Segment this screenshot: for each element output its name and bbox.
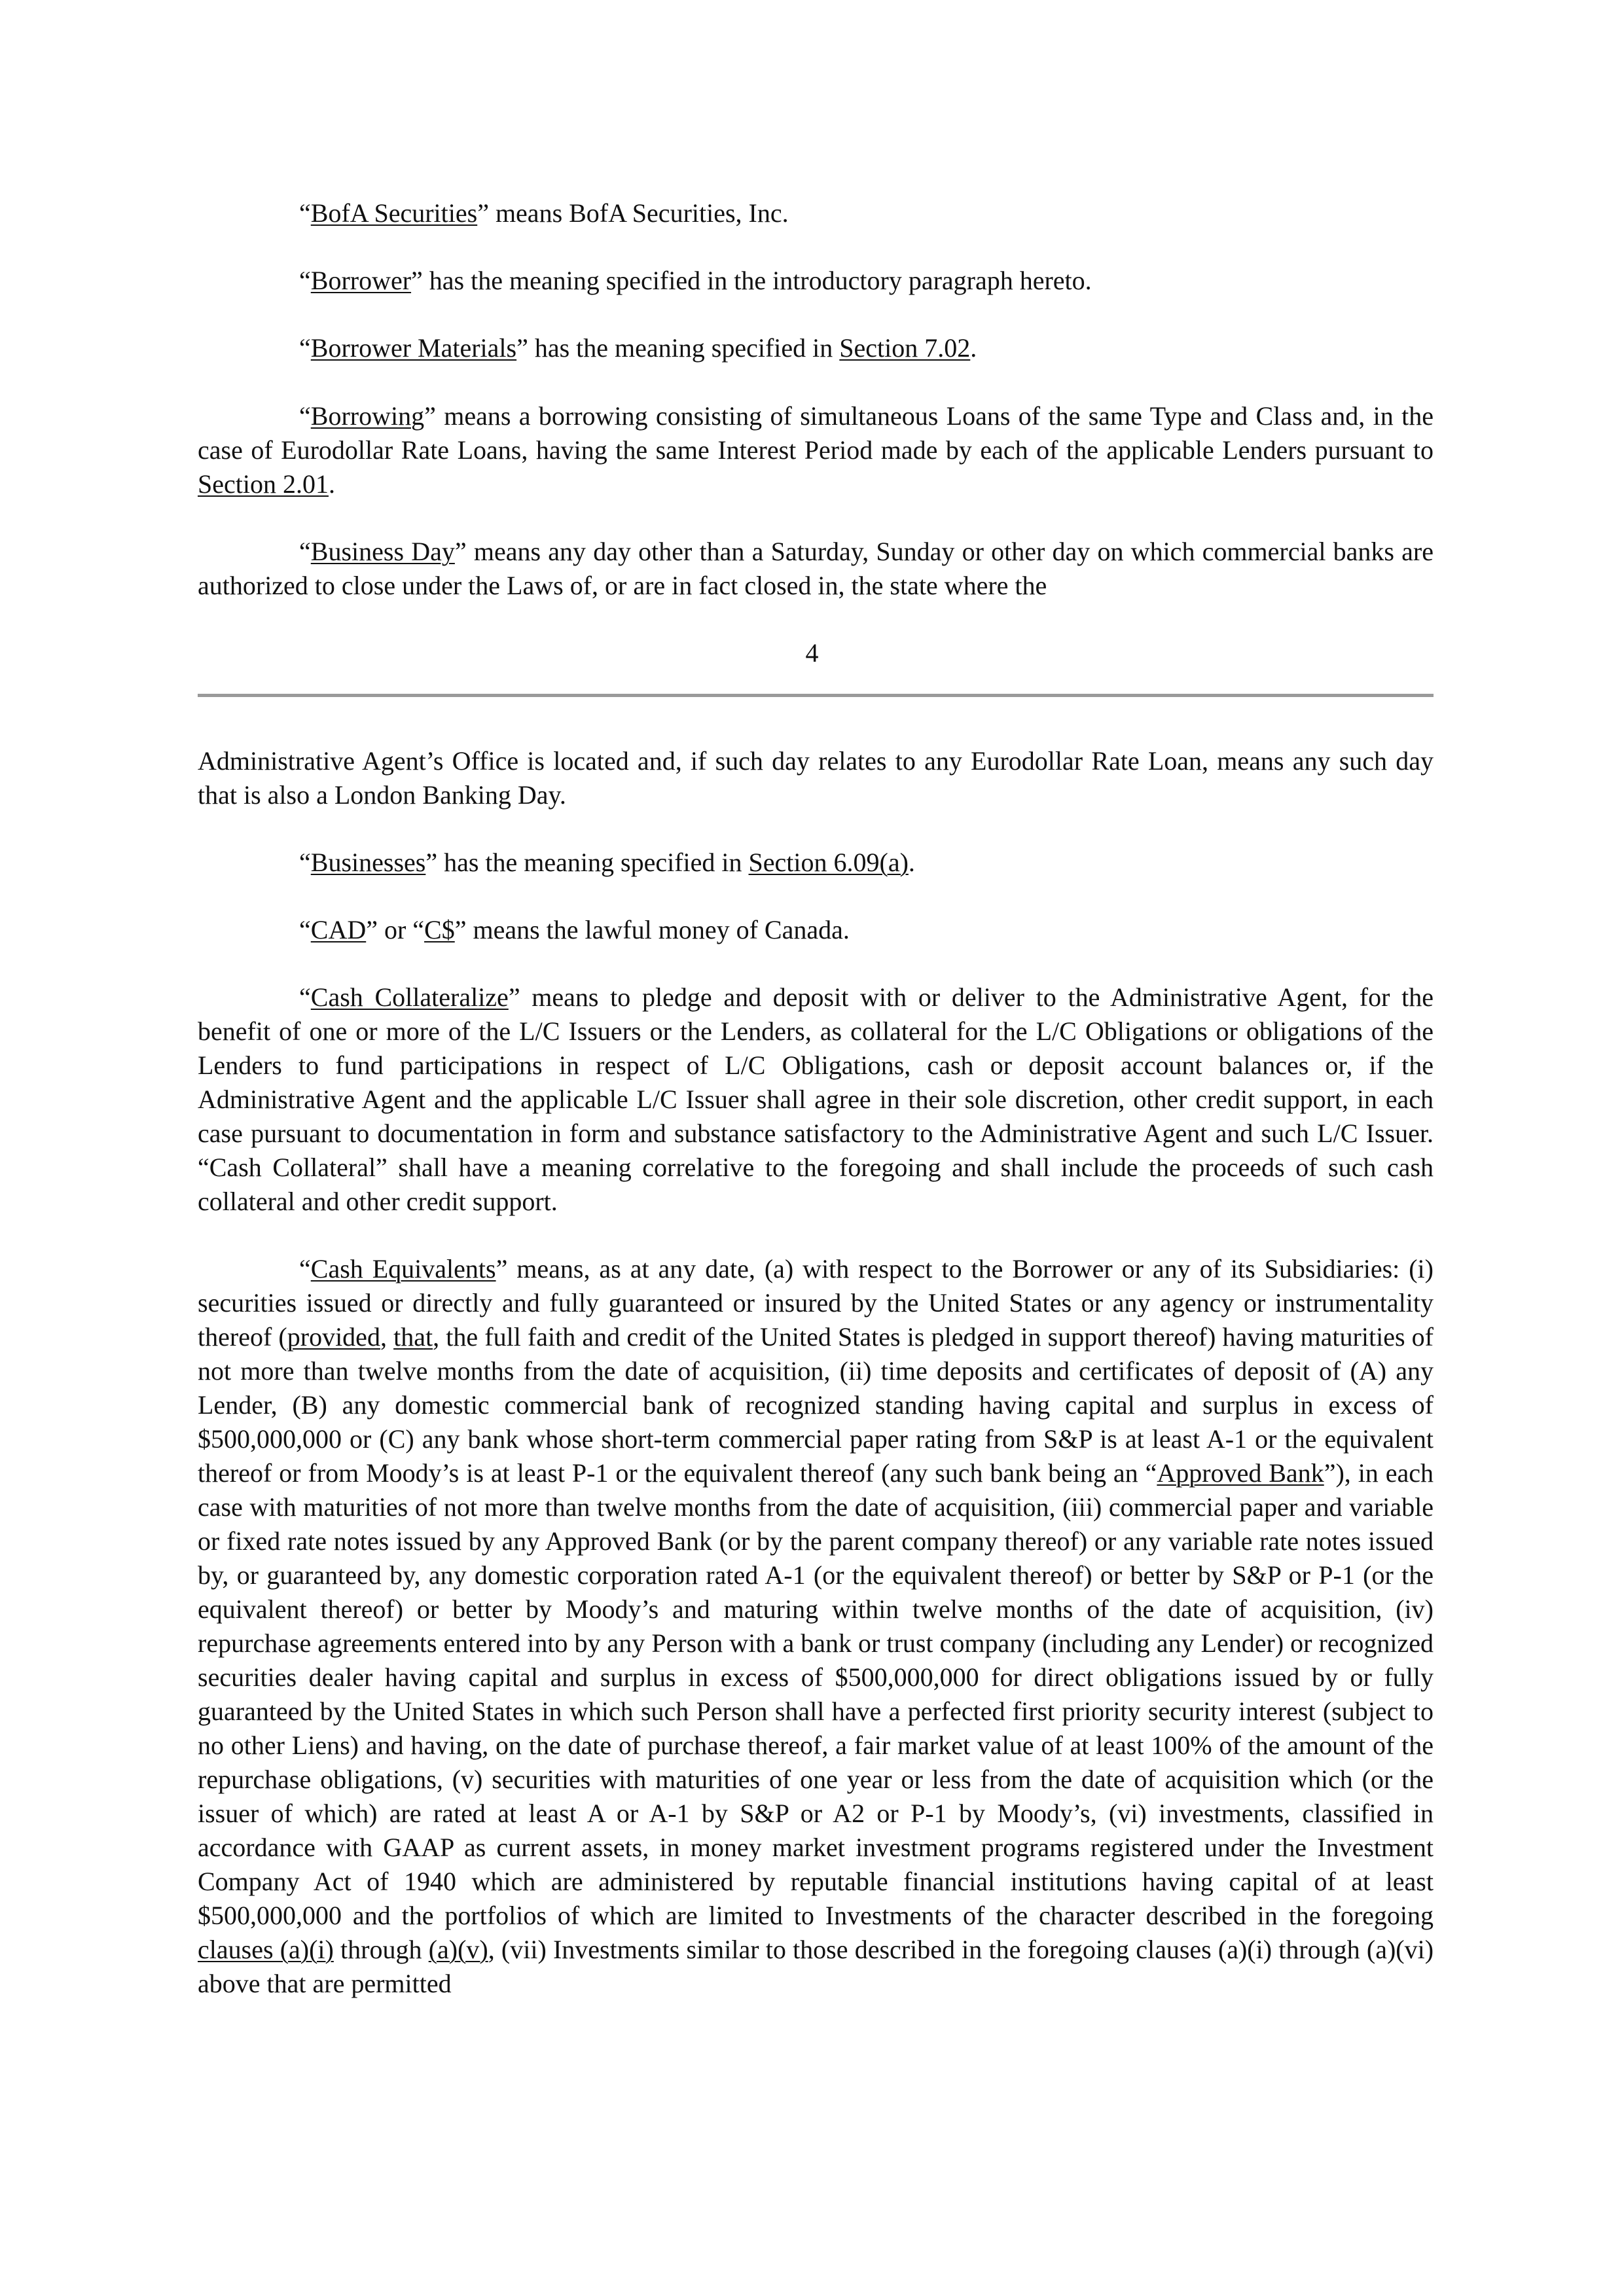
defined-term: CAD (310, 915, 367, 944)
clause-reference: (a)(v) (428, 1935, 488, 1964)
definition-text: ” means a borrowing consisting of simultaneous Loans of the same Type and Class and, in the case of Eurodollar Rate Loans, having the same Interest Period made by each of the applicable Lenders pursuant to (198, 401, 1434, 465)
definition-text: ” has the meaning specified in (425, 848, 749, 877)
defined-term: Cash Collateralize (310, 982, 509, 1012)
definition-borrower (198, 264, 1434, 298)
definition-text: ” or “ (366, 915, 425, 944)
defined-term: Borrower Materials (310, 333, 517, 363)
that-term: that (393, 1322, 433, 1352)
defined-term: BofA Securities (310, 198, 478, 228)
definition-bofa-securities (198, 196, 1434, 230)
punctuation: . (908, 848, 915, 877)
open-quote: “ (299, 333, 311, 363)
definition-text: ” means to pledge and deposit with or deliver to the Administrative Agent, for the benefit of one or more of the L/C Issuers or the Lenders, as collateral for the L/C Obligations or obligations of the Lenders to fund participations in respect of L/C Obligations, cash or deposit account balances or, if the Administrative Agent and the applicable L/C Issuer shall agree in their sole discretion, other credit support, in each case pursuant to documentation in form and substance satisfactory to the Administrative Agent and such L/C Issuer. “Cash Collateral” shall have a meaning correlative to the foregoing and shall include the proceeds of such cash collateral and other credit support. (198, 982, 1434, 1216)
punctuation: . (970, 333, 977, 363)
open-quote: “ (299, 848, 311, 877)
defined-term-approved-bank: Approved Bank (1157, 1458, 1324, 1488)
open-quote: “ (299, 537, 311, 566)
open-quote: “ (299, 401, 311, 431)
clause-reference: clauses (a)(i) (198, 1935, 334, 1964)
section-reference: Section 6.09(a) (748, 848, 909, 877)
definition-text: ”), in each case with maturities of not more than twelve months from the date of acquisition, (iii) commercial paper and variable or fixed rate notes issued by any Approved Bank (or by the parent company thereof) or any variable rate notes issued by, or guaranteed by, any domestic corporation rated A-1 (or the equivalent thereof) or better by S&P or P-1 (or the equivalent thereof) or better by Moody’s and maturing within twelve months of the date of acquisition, (iv) repurchase agreements entered into by any Person with a bank or trust company (including any Lender) or recognized securities dealer having capital and surplus in excess of $500,000,000 for direct obligations issued by or fully guaranteed by the United States in which such Person shall have a perfected first priority security interest (subject to no other Liens) and having, on the date of purchase thereof, a fair market value of at least 100% of the amount of the repurchase obligations, (v) securities with maturities of one year or less from the date of acquisition which (or the issuer of which) are rated at least A or A-1 by S&P or A2 or P-1 by Moody’s, (vi) investments, classified in accordance with GAAP as current assets, in money market investment programs registered under the Investment Company Act of 1940 which are administered by reputable financial institutions having capital of at least $500,000,000 and the portfolios of which are limited to Investments of the character described in the foregoing (198, 1458, 1434, 1930)
open-quote: “ (299, 266, 311, 295)
provided-term: provided (287, 1322, 380, 1352)
section-reference: Section 7.02 (839, 333, 971, 363)
definition-text: , (vii) Investments similar to those described in the foregoing clauses (a)(i) through (a)(vi) above that are permitted (198, 1935, 1434, 1998)
business-day-continuation (198, 744, 1434, 812)
definition-businesses (198, 846, 1434, 880)
page-number: 4 (805, 638, 819, 668)
defined-term-alt: C$ (424, 915, 455, 944)
definition-business-day (198, 535, 1434, 603)
punctuation: , (380, 1322, 394, 1352)
open-quote: “ (299, 1254, 311, 1283)
definition-text: ” means BofA Securities, Inc. (477, 198, 789, 228)
open-quote: “ (299, 915, 311, 944)
definition-text: ” has the meaning specified in (516, 333, 840, 363)
section-reference: Section 2.01 (198, 469, 329, 499)
definition-text: ” means any day other than a Saturday, Sunday or other day on which commercial banks are authorized to close under the Laws of, or are in fact closed in, the state where the (198, 537, 1434, 600)
defined-term: Borrower (310, 266, 412, 295)
punctuation: . (328, 469, 335, 499)
defined-term: Business Day (310, 537, 455, 566)
definition-cash-equivalents (198, 1252, 1434, 2001)
defined-term: Borrowing (310, 401, 425, 431)
definition-cash-collateralize (198, 980, 1434, 1219)
open-quote: “ (299, 982, 311, 1012)
continuation-text: Administrative Agent’s Office is located and, if such day relates to any Eurodollar Rate Loan, means any such day that is also a London Banking Day. (198, 746, 1434, 810)
definition-text: ” means, as at any date, (a) with respect to the Borrower or any of its Subsidiaries: (i) securities issued or directly and fully guaranteed or insured by the United States or any agency or instrumentality thereof ( (198, 1254, 1434, 1352)
definition-text: through (333, 1935, 429, 1964)
definition-borrowing (198, 399, 1434, 501)
defined-term: Cash Equivalents (310, 1254, 496, 1283)
definition-text: ” means the lawful money of Canada. (454, 915, 850, 944)
page-break-divider (198, 694, 1434, 697)
open-quote: “ (299, 198, 311, 228)
definition-borrower-materials (198, 331, 1434, 365)
defined-term: Businesses (310, 848, 426, 877)
definition-cad (198, 913, 1434, 947)
definition-text: ” has the meaning specified in the introductory paragraph hereto. (411, 266, 1092, 295)
definition-text: , the full faith and credit of the United States is pledged in support thereof) having maturities of not more than twelve months from the date of acquisition, (ii) time deposits and certificates of deposit of (A) any Lender, (B) any domestic commercial bank of recognized standing having capital and surplus in excess of $500,000,000 or (C) any bank whose short-term commercial paper rating from S&P is at least A-1 or the equivalent thereof or from Moody’s is at least P-1 or the equivalent thereof (any such bank being an “ (198, 1322, 1434, 1488)
